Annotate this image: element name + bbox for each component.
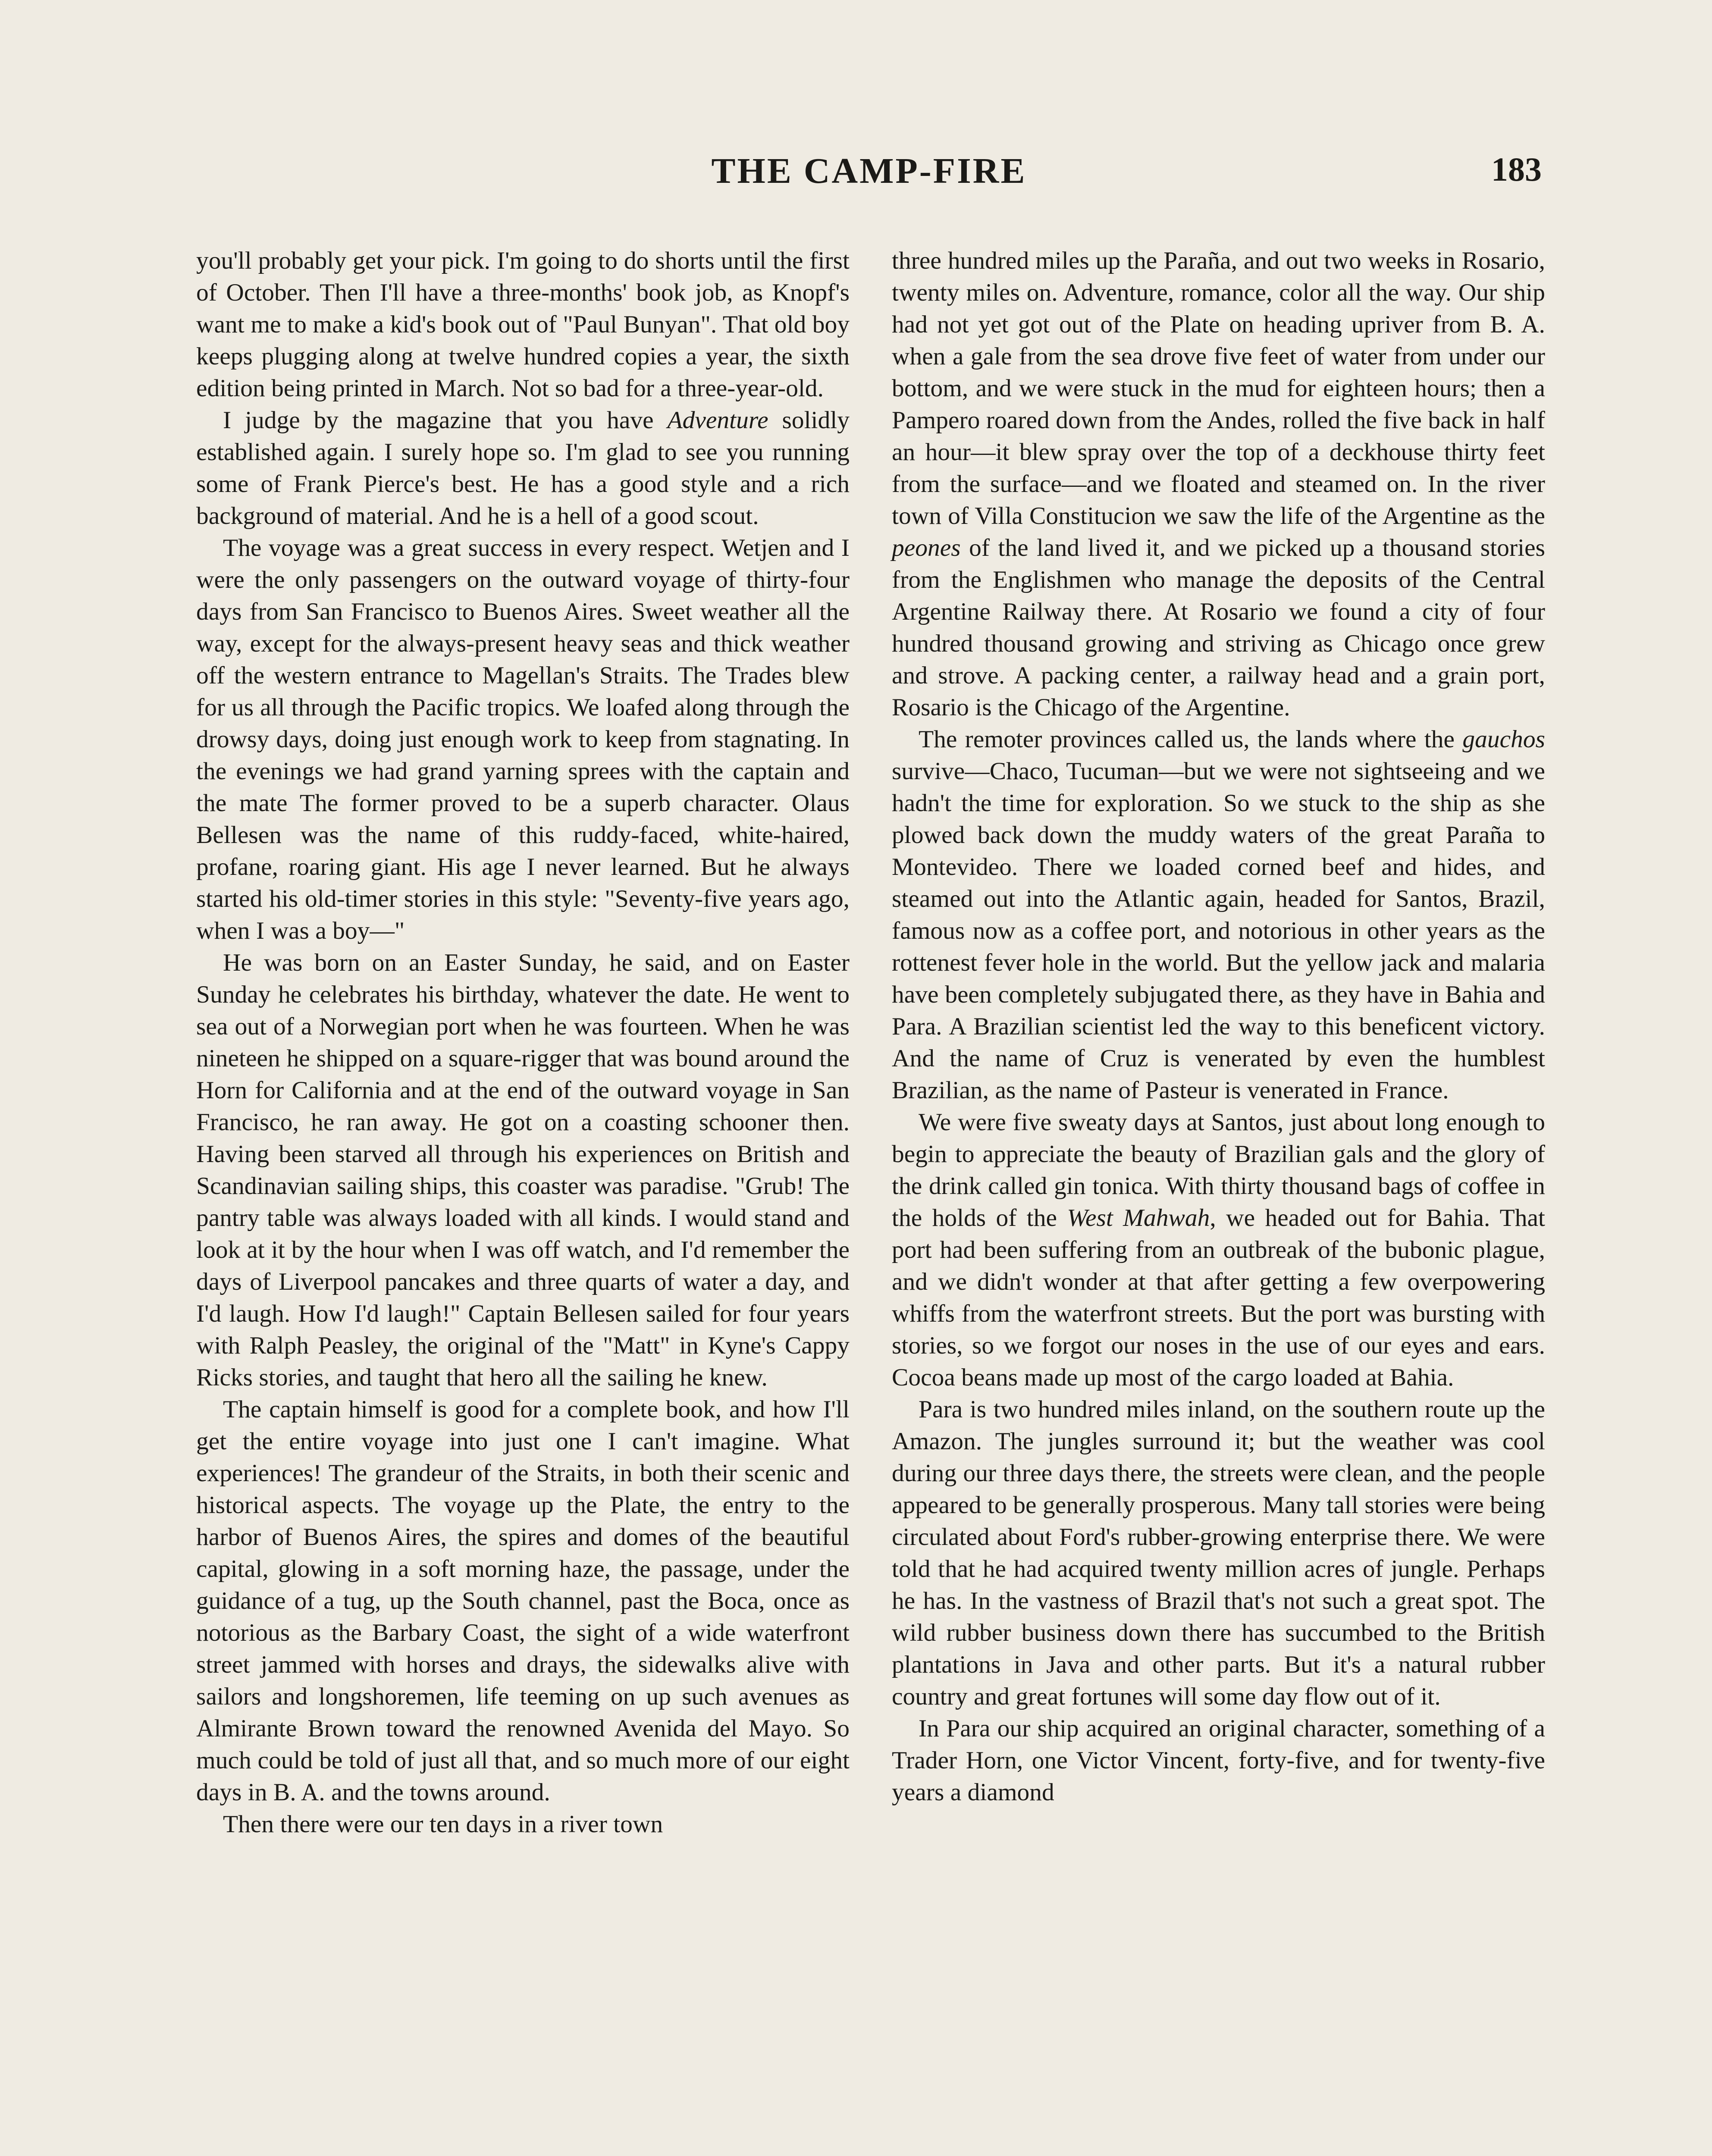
page-header — [196, 150, 1542, 202]
paragraph-text: Then there were our ten days in a river town — [223, 1811, 663, 1838]
paragraph — [196, 1808, 850, 1840]
paragraph — [892, 1394, 1545, 1713]
paragraph-text: of the land lived it, and we picked up a thousand stories from the Englishmen who manage the deposits of the Central Argentine Railway there. At Rosario we found a city of four hundred thousand growing and striving as Chicago once grew and strove. A packing center, a railway head and a grain port, Rosario is the Chicago of the Argentine. — [892, 534, 1545, 721]
paragraph-text: The voyage was a great success in every respect. Wetjen and I were the only passengers on the outward voyage of thirty-four days from San Francisco to Buenos Aires. Sweet weather all the way, except for the always-present heavy seas and thick weather off the western entrance to Magellan's Straits. The Trades blew for us all through the Pacific tropics. We loafed along through the drowsy days, doing just enough work to keep from stagnating. In the evenings we had grand yarning sprees with the captain and the mate The former proved to be a superb character. Olaus Bellesen was the name of this ruddy-faced, white-haired, profane, roaring giant. His age I never learned. But he always started his old-timer stories in this style: "Seventy-five years ago, when I was a boy—" — [196, 534, 850, 944]
ship-name: West Mahwah — [1067, 1204, 1210, 1232]
magazine-title: Adventure — [667, 407, 768, 434]
paragraph — [196, 404, 850, 532]
paragraph — [196, 1394, 850, 1808]
paragraph — [196, 532, 850, 947]
paragraph-text: survive—Chaco, Tucuman—but we were not sightseeing and we hadn't the time for exploration. So we stuck to the ship as she plowed back down the muddy waters of the great Paraña to Montevideo. There we loaded corned beef and hides, and steamed out into the Atlantic again, headed for Santos, Brazil, famous now as a coffee port, and notorious in other years as the rottenest fever hole in the world. But the yellow jack and malaria have been completely subjugated there, as they have in Bahia and Para. A Brazilian scientist led the way to this beneficent victory. And the name of Cruz is venerated by even the humblest Brazilian, as the name of Pasteur is venerated in France. — [892, 758, 1545, 1104]
paragraph — [196, 245, 850, 404]
italic-term: gauchos — [1462, 726, 1545, 753]
paragraph — [892, 1713, 1545, 1808]
paragraph — [892, 1106, 1545, 1394]
italic-term: peones — [892, 534, 961, 561]
page-number: 183 — [1491, 150, 1542, 188]
paragraph-text: He was born on an Easter Sunday, he said, and on Easter Sunday he celebrates his birthday, whatever the date. He went to sea out of a Norwegian port when he was fourteen. When he was nineteen he shipped on a square-rigger that was bound around the Horn for California and at the end of the outward voyage in San Francisco, he ran away. He got on a coasting schooner then. Having been starved all through his experiences on British and Scandinavian sailing ships, this coaster was paradise. "Grub! The pantry table was always loaded with all kinds. I would stand and look at it by the hour when I was off watch, and I'd remember the days of Liverpool pancakes and three quarts of water a day, and I'd laugh. How I'd laugh!" Captain Bellesen sailed for four years with Ralph Peasley, the original of the "Matt" in Kyne's Cappy Ricks stories, and taught that hero all the sailing he knew. — [196, 949, 850, 1391]
running-head-title: THE CAMP-FIRE — [711, 151, 1027, 191]
paragraph-text: Para is two hundred miles inland, on the southern route up the Amazon. The jungles surround it; but the weather was cool during our three days there, the streets were clean, and the people appeared to be generally prosperous. Many tall stories were being circulated about Ford's rubber-growing enterprise there. We were told that he had acquired twenty million acres of jungle. Perhaps he has. In the vastness of Brazil that's not such a great spot. The wild rubber business down there has succumbed to the British plantations in Java and other parts. But it's a natural rubber country and great fortunes will some day flow out of it. — [892, 1396, 1545, 1710]
paragraph-text: The remoter provinces called us, the lands where the — [919, 726, 1463, 753]
left-column — [196, 245, 850, 1840]
paragraph-text: , we headed out for Bahia. That port had been suffering from an outbreak of the bubonic plague, and we didn't wonder at that after getting a few overpowering whiffs from the waterfront streets. But the port was bursting with stories, so we forgot our noses in the use of our eyes and ears. Cocoa beans made up most of the cargo loaded at Bahia. — [892, 1204, 1545, 1391]
paragraph-text: In Para our ship acquired an original character, something of a Trader Horn, one Victor Vincent, forty-five, and for twenty-five years a diamond — [892, 1715, 1545, 1806]
paragraph — [196, 947, 850, 1394]
paragraph-text: three hundred miles up the Paraña, and out two weeks in Rosario, twenty miles on. Adventure, romance, color all the way. Our ship had not yet got out of the Plate on heading upriver from B. A. when a gale from the sea drove five feet of water from under our bottom, and we were stuck in the mud for eighteen hours; then a Pampero roared down from the Andes, rolled the five back in half an hour—it blew spray over the top of a deckhouse thirty feet from the surface—and we floated and steamed on. In the river town of Villa Constitucion we saw the life of the Argentine as the — [892, 247, 1545, 530]
paragraph — [892, 245, 1545, 724]
paragraph-text: you'll probably get your pick. I'm going to do shorts until the first of October. Then I'll have a three-months' book job, as Knopf's want me to make a kid's book out of "Paul Bunyan". That old boy keeps plugging along at twelve hundred copies a year, the sixth edition being printed in March. Not so bad for a three-year-old. — [196, 247, 850, 402]
paragraph-text: We were five sweaty days at Santos, just about long enough to begin to appreciate the beauty of Brazilian gals and the glory of the drink called gin tonica. With thirty thousand bags of coffee in the holds of the — [892, 1109, 1545, 1232]
paragraph — [892, 724, 1545, 1106]
paragraph-text: The captain himself is good for a complete book, and how I'll get the entire voyage into just one I can't imagine. What experiences! The grandeur of the Straits, in both their scenic and historical aspects. The voyage up the Plate, the entry to the harbor of Buenos Aires, the spires and domes of the beautiful capital, glowing in a soft morning haze, the passage, under the guidance of a tug, up the South channel, past the Boca, once as notorious as the Barbary Coast, the sight of a wide waterfront street jammed with horses and drays, the sidewalks alive with sailors and longshoremen, life teeming on up such avenues as Almirante Brown toward the renowned Avenida del Mayo. So much could be told of just all that, and so much more of our eight days in B. A. and the towns around. — [196, 1396, 850, 1806]
right-column — [892, 245, 1545, 1808]
paragraph-text: solidly established again. I surely hope so. I'm glad to see you running some of Frank Pierce's best. He has a good style and a rich background of material. And he is a hell of a good scout. — [196, 407, 850, 530]
paragraph-text: I judge by the magazine that you have — [223, 407, 668, 434]
